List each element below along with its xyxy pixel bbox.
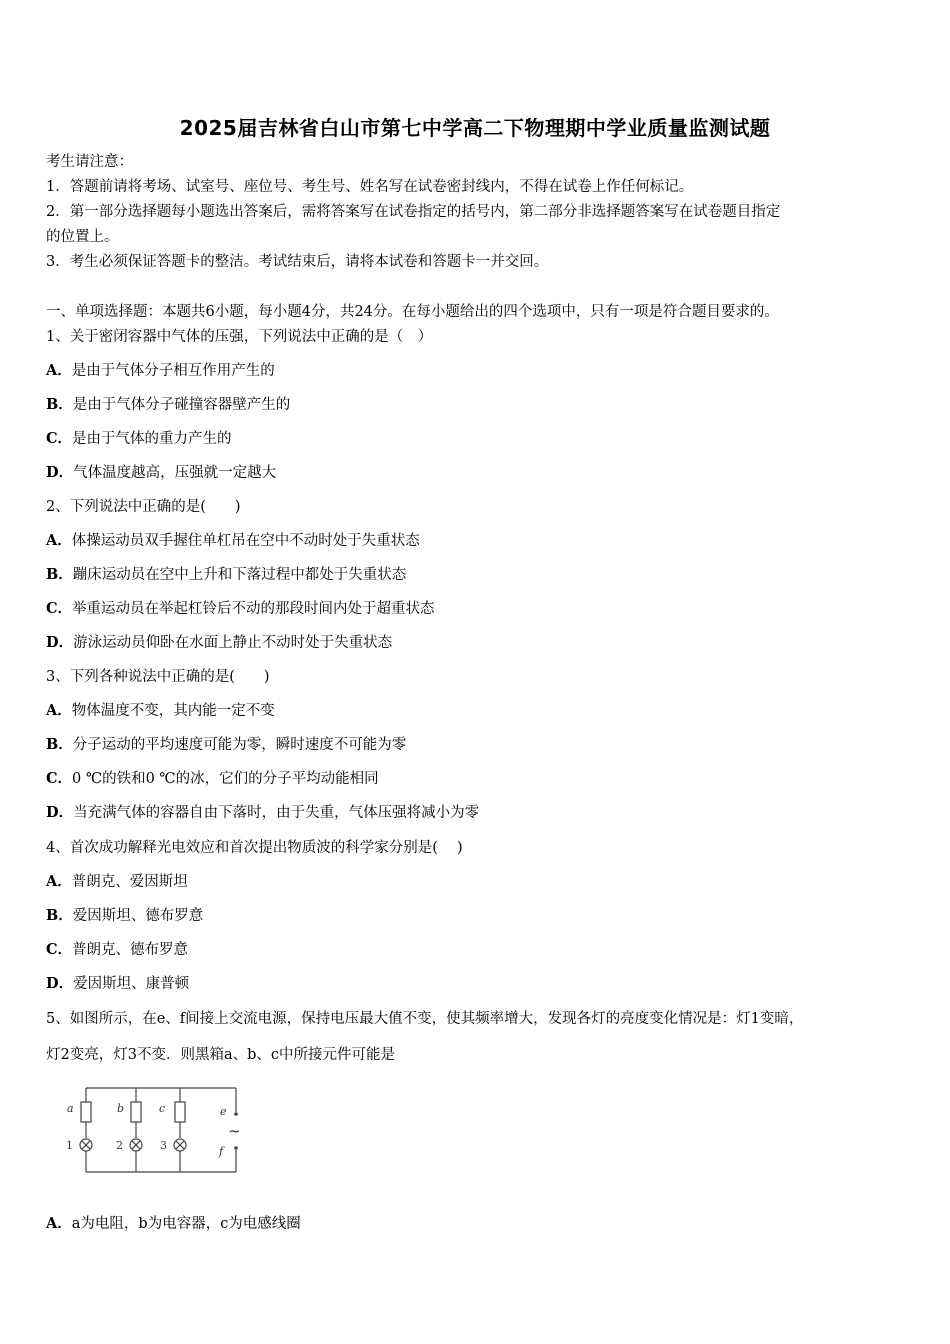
option-label: D． xyxy=(46,634,74,651)
label-a: a xyxy=(67,1102,74,1115)
label-c: c xyxy=(159,1102,166,1115)
label-e: e xyxy=(220,1105,227,1118)
option-label: D． xyxy=(46,975,74,992)
option-row xyxy=(46,463,276,483)
circuit-diagram xyxy=(46,1078,256,1186)
option-text: 气体温度越高，压强就一定越大 xyxy=(73,465,277,481)
option-row xyxy=(46,531,420,551)
option-row xyxy=(46,565,406,585)
option-label: D． xyxy=(46,804,74,821)
option-text: 举重运动员在举起杠铃后不动的那段时间内处于超重状态 xyxy=(72,601,435,617)
option-text: 爱因斯坦、德布罗意 xyxy=(72,908,204,924)
question-stem: 2、下列说法中正确的是( ) xyxy=(46,499,241,515)
option-row xyxy=(46,769,379,789)
question-stem: 1、关于密闭容器中气体的压强，下列说法中正确的是（ ） xyxy=(46,329,433,345)
option-row xyxy=(46,974,189,994)
option-row xyxy=(46,599,435,619)
notice-item: 2．第一部分选择题每小题选出答案后，需将答案写在试卷指定的括号内，第二部分非选择题答案写在试卷题目指定 xyxy=(46,204,781,220)
label-lamp-1: 1 xyxy=(66,1139,73,1152)
option-label: A． xyxy=(46,532,72,549)
question-stem: 4、首次成功解释光电效应和首次提出物质波的科学家分别是( ) xyxy=(46,840,463,856)
option-row xyxy=(46,633,392,653)
option-label: D． xyxy=(46,464,74,481)
option-text: 是由于气体分子相互作用产生的 xyxy=(71,363,275,379)
option-text: 物体温度不变，其内能一定不变 xyxy=(71,703,275,719)
option-row xyxy=(46,803,479,823)
option-text: 是由于气体的重力产生的 xyxy=(72,431,232,447)
notice-item: 的位置上。 xyxy=(46,229,119,245)
section-heading: 一、单项选择题：本题共6小题，每小题4分，共24分。在每小题给出的四个选项中，只有一项是符合题目要求的。 xyxy=(46,304,779,320)
option-label: B． xyxy=(46,396,73,413)
black-box-b xyxy=(131,1102,141,1122)
terminal-f-icon xyxy=(234,1146,238,1150)
option-text: 0 ℃的铁和0 ℃的冰，它们的分子平均动能相同 xyxy=(72,771,379,787)
label-lamp-2: 2 xyxy=(116,1139,123,1152)
label-f: f xyxy=(219,1145,224,1158)
option-label: C． xyxy=(46,600,73,617)
option-row xyxy=(46,361,275,381)
label-lamp-3: 3 xyxy=(160,1139,167,1152)
option-label: C． xyxy=(46,430,73,447)
option-text: 爱因斯坦、康普顿 xyxy=(73,976,190,992)
option-text: a为电阻，b为电容器，c为电感线圈 xyxy=(71,1216,301,1232)
option-label: A． xyxy=(46,702,72,719)
option-label: B． xyxy=(46,566,73,583)
option-text: 普朗克、爱因斯坦 xyxy=(71,874,188,890)
option-row xyxy=(46,395,290,415)
option-row xyxy=(46,429,232,449)
option-text: 当充满气体的容器自由下落时，由于失重，气体压强将减小为零 xyxy=(73,805,480,821)
option-text: 游泳运动员仰卧在水面上静止不动时处于失重状态 xyxy=(73,635,393,651)
question-stem: 灯2变亮，灯3不变．则黑箱a、b、c中所接元件可能是 xyxy=(46,1047,395,1063)
option-text: 普朗克、德布罗意 xyxy=(72,942,189,958)
question-stem: 3、下列各种说法中正确的是( ) xyxy=(46,669,270,685)
question-stem: 5、如图所示，在e、f间接上交流电源，保持电压最大值不变，使其频率增大，发现各灯的亮度变化情况是：灯1变暗， xyxy=(46,1011,804,1027)
black-box-c xyxy=(175,1102,185,1122)
label-b: b xyxy=(117,1102,125,1115)
option-label: A． xyxy=(46,1215,72,1232)
option-label: A． xyxy=(46,362,72,379)
option-row xyxy=(46,735,406,755)
notice-item: 1．答题前请将考场、试室号、座位号、考生号、姓名写在试卷密封线内，不得在试卷上作任何标记。 xyxy=(46,179,694,195)
option-text: 蹦床运动员在空中上升和下落过程中都处于失重状态 xyxy=(72,567,407,583)
option-text: 分子运动的平均速度可能为零，瞬时速度不可能为零 xyxy=(72,737,407,753)
option-row xyxy=(46,1214,301,1234)
notice-heading: 考生请注意： xyxy=(46,154,133,170)
page-title: 2025届吉林省白山市第七中学高二下物理期中学业质量监测试题 xyxy=(179,116,771,140)
option-label: B． xyxy=(46,736,73,753)
notice-item: 3．考生必须保证答题卡的整洁。考试结束后，请将本试卷和答题卡一并交回。 xyxy=(46,254,549,270)
terminal-e-icon xyxy=(234,1112,238,1116)
option-row xyxy=(46,940,188,960)
black-box-a xyxy=(81,1102,91,1122)
option-label: C． xyxy=(46,770,73,787)
option-label: C． xyxy=(46,941,73,958)
option-label: B． xyxy=(46,907,73,924)
option-text: 是由于气体分子碰撞容器壁产生的 xyxy=(72,397,291,413)
option-row xyxy=(46,906,203,926)
ac-source-icon: ~ xyxy=(228,1122,241,1140)
option-label: A． xyxy=(46,873,72,890)
option-row xyxy=(46,701,275,721)
option-row xyxy=(46,872,188,892)
option-text: 体操运动员双手握住单杠吊在空中不动时处于失重状态 xyxy=(71,533,420,549)
